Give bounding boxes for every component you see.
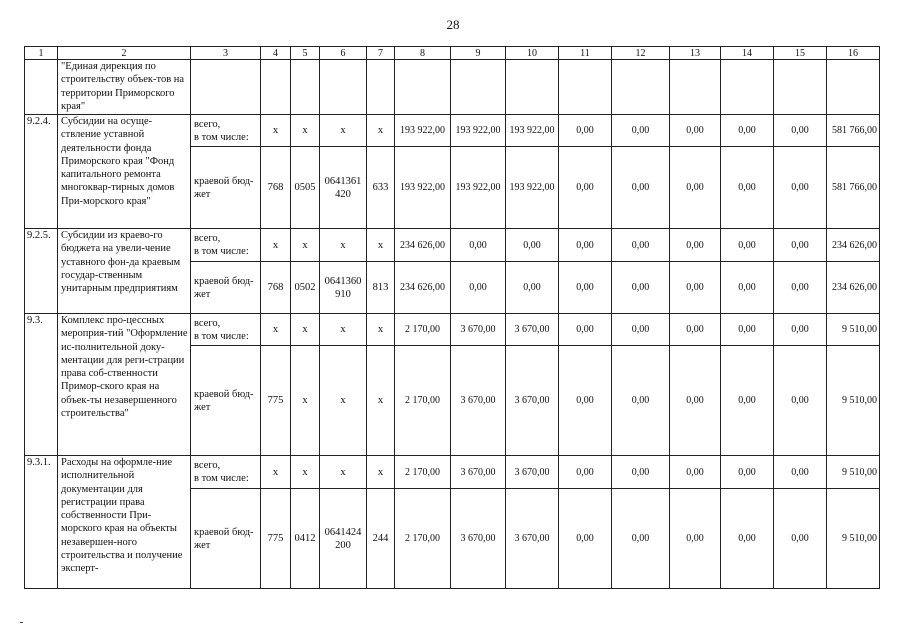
- empty-cell: [25, 60, 58, 115]
- amount-cell: 2 170,00: [395, 489, 451, 589]
- column-header: 1: [25, 47, 58, 60]
- target-article-cell: х: [320, 456, 367, 489]
- amount-cell: 0,00: [774, 147, 827, 229]
- ministry-code-cell: х: [261, 229, 291, 262]
- column-header: 2: [58, 47, 191, 60]
- amount-cell: 0,00: [451, 229, 506, 262]
- row-code: 9.2.4.: [25, 115, 58, 229]
- table-row: [25, 314, 880, 346]
- expense-type-cell: 813: [367, 262, 395, 314]
- amount-cell: 193 922,00: [395, 115, 451, 147]
- page-number: 28: [446, 17, 460, 32]
- expense-type-cell: х: [367, 346, 395, 456]
- target-article-cell: 0641360 910: [320, 262, 367, 314]
- amount-cell: 0,00: [774, 346, 827, 456]
- funding-source: краевой бюд- жет: [191, 147, 261, 229]
- target-article-cell: х: [320, 229, 367, 262]
- section-code-cell: 0412: [291, 489, 320, 589]
- amount-cell: 3 670,00: [451, 456, 506, 489]
- amount-cell: 3 670,00: [451, 489, 506, 589]
- column-number-row: [25, 47, 880, 60]
- ministry-code-cell: 775: [261, 346, 291, 456]
- column-header: 13: [670, 47, 721, 60]
- amount-cell: 0,00: [721, 147, 774, 229]
- empty-cell: [721, 60, 774, 115]
- amount-cell: 0,00: [721, 456, 774, 489]
- amount-cell: 0,00: [721, 262, 774, 314]
- amount-cell: 0,00: [506, 229, 559, 262]
- column-header: 11: [559, 47, 612, 60]
- empty-cell: [827, 60, 880, 115]
- amount-cell: 0,00: [670, 229, 721, 262]
- amount-cell: 0,00: [670, 262, 721, 314]
- target-article-cell: х: [320, 346, 367, 456]
- amount-cell: 0,00: [559, 456, 612, 489]
- column-header: 7: [367, 47, 395, 60]
- ministry-code-cell: х: [261, 314, 291, 346]
- funding-source: краевой бюд- жет: [191, 346, 261, 456]
- total-cell: 581 766,00: [827, 147, 880, 229]
- section-code-cell: х: [291, 115, 320, 147]
- amount-cell: 0,00: [559, 346, 612, 456]
- funding-source: краевой бюд- жет: [191, 262, 261, 314]
- row-code: 9.3.: [25, 314, 58, 456]
- section-code-cell: х: [291, 229, 320, 262]
- amount-cell: 0,00: [721, 314, 774, 346]
- ministry-code-cell: х: [261, 456, 291, 489]
- amount-cell: 0,00: [506, 262, 559, 314]
- amount-cell: 0,00: [721, 346, 774, 456]
- empty-cell: [451, 60, 506, 115]
- column-header: 14: [721, 47, 774, 60]
- column-header: 8: [395, 47, 451, 60]
- amount-cell: 0,00: [612, 314, 670, 346]
- amount-cell: 3 670,00: [451, 346, 506, 456]
- row-code: 9.2.5.: [25, 229, 58, 314]
- amount-cell: 0,00: [721, 489, 774, 589]
- amount-cell: 234 626,00: [395, 262, 451, 314]
- empty-cell: [261, 60, 291, 115]
- amount-cell: 0,00: [670, 147, 721, 229]
- amount-cell: 0,00: [670, 489, 721, 589]
- funding-source: всего, в том числе:: [191, 229, 261, 262]
- amount-cell: 0,00: [612, 346, 670, 456]
- amount-cell: 193 922,00: [451, 147, 506, 229]
- amount-cell: 0,00: [774, 262, 827, 314]
- amount-cell: 193 922,00: [506, 147, 559, 229]
- target-article-cell: 0641424 200: [320, 489, 367, 589]
- amount-cell: 0,00: [670, 314, 721, 346]
- target-article-cell: х: [320, 115, 367, 147]
- column-header: 9: [451, 47, 506, 60]
- target-article-cell: 0641361 420: [320, 147, 367, 229]
- amount-cell: 0,00: [612, 229, 670, 262]
- empty-cell: [774, 60, 827, 115]
- amount-cell: 0,00: [670, 456, 721, 489]
- budget-table: [24, 46, 880, 589]
- empty-cell: [367, 60, 395, 115]
- amount-cell: 234 626,00: [395, 229, 451, 262]
- total-cell: 581 766,00: [827, 115, 880, 147]
- row-description: Расходы на оформле-ние исполнительной документации для регистрации права собственности При-морского края на объекты незавершен-ного строительства и получение эксперт-: [58, 456, 191, 589]
- amount-cell: 0,00: [721, 229, 774, 262]
- funding-source: всего, в том числе:: [191, 314, 261, 346]
- amount-cell: 3 670,00: [506, 314, 559, 346]
- amount-cell: 0,00: [774, 229, 827, 262]
- table-row: [25, 456, 880, 489]
- amount-cell: 193 922,00: [451, 115, 506, 147]
- amount-cell: 0,00: [612, 456, 670, 489]
- amount-cell: 3 670,00: [451, 314, 506, 346]
- table-row: [25, 115, 880, 147]
- expense-type-cell: х: [367, 456, 395, 489]
- section-code-cell: х: [291, 346, 320, 456]
- amount-cell: 0,00: [612, 489, 670, 589]
- amount-cell: 2 170,00: [395, 314, 451, 346]
- amount-cell: 0,00: [774, 456, 827, 489]
- row-description: Субсидии на осуще-ствление уставной деятельности фонда Приморского края "Фонд капитального ремонта многоквар-тирных домов При-морского края": [58, 115, 191, 229]
- total-cell: 9 510,00: [827, 456, 880, 489]
- amount-cell: 0,00: [559, 147, 612, 229]
- column-header: 12: [612, 47, 670, 60]
- amount-cell: 2 170,00: [395, 456, 451, 489]
- empty-cell: [670, 60, 721, 115]
- continuation-text: "Единая дирекция по строительству объек-тов на территории Приморского края": [58, 60, 191, 115]
- ministry-code-cell: х: [261, 115, 291, 147]
- amount-cell: 0,00: [451, 262, 506, 314]
- column-header: 16: [827, 47, 880, 60]
- empty-cell: [291, 60, 320, 115]
- amount-cell: 0,00: [559, 314, 612, 346]
- expense-type-cell: х: [367, 115, 395, 147]
- amount-cell: 0,00: [774, 314, 827, 346]
- section-code-cell: х: [291, 314, 320, 346]
- total-cell: 234 626,00: [827, 262, 880, 314]
- section-code-cell: х: [291, 456, 320, 489]
- column-header: 5: [291, 47, 320, 60]
- amount-cell: 0,00: [559, 229, 612, 262]
- target-article-cell: х: [320, 314, 367, 346]
- expense-type-cell: х: [367, 229, 395, 262]
- amount-cell: 0,00: [559, 115, 612, 147]
- amount-cell: 3 670,00: [506, 489, 559, 589]
- expense-type-cell: 633: [367, 147, 395, 229]
- column-header: 3: [191, 47, 261, 60]
- amount-cell: 0,00: [721, 115, 774, 147]
- ministry-code-cell: 768: [261, 262, 291, 314]
- expense-type-cell: 244: [367, 489, 395, 589]
- column-header: 15: [774, 47, 827, 60]
- ministry-code-cell: 775: [261, 489, 291, 589]
- amount-cell: 3 670,00: [506, 456, 559, 489]
- ministry-code-cell: 768: [261, 147, 291, 229]
- empty-cell: [320, 60, 367, 115]
- amount-cell: 0,00: [612, 115, 670, 147]
- funding-source: краевой бюд- жет: [191, 489, 261, 589]
- amount-cell: 0,00: [774, 489, 827, 589]
- total-cell: 9 510,00: [827, 346, 880, 456]
- amount-cell: 0,00: [774, 115, 827, 147]
- empty-cell: [395, 60, 451, 115]
- row-description: Субсидии из краево-го бюджета на увели-чение уставного фон-да краевым государ-ственным унитарным предприятиям: [58, 229, 191, 314]
- total-cell: 9 510,00: [827, 489, 880, 589]
- amount-cell: 0,00: [670, 115, 721, 147]
- empty-cell: [612, 60, 670, 115]
- table-row: [25, 229, 880, 262]
- column-header: 4: [261, 47, 291, 60]
- section-code-cell: 0502: [291, 262, 320, 314]
- amount-cell: 2 170,00: [395, 346, 451, 456]
- amount-cell: 0,00: [670, 346, 721, 456]
- continuation-row: [25, 60, 880, 115]
- expense-type-cell: х: [367, 314, 395, 346]
- amount-cell: 0,00: [559, 489, 612, 589]
- amount-cell: 0,00: [612, 262, 670, 314]
- column-header: 6: [320, 47, 367, 60]
- funding-source: всего, в том числе:: [191, 456, 261, 489]
- empty-cell: [559, 60, 612, 115]
- amount-cell: 193 922,00: [506, 115, 559, 147]
- column-header: 10: [506, 47, 559, 60]
- row-code: 9.3.1.: [25, 456, 58, 589]
- amount-cell: 0,00: [559, 262, 612, 314]
- total-cell: 234 626,00: [827, 229, 880, 262]
- section-code-cell: 0505: [291, 147, 320, 229]
- funding-source: всего, в том числе:: [191, 115, 261, 147]
- total-cell: 9 510,00: [827, 314, 880, 346]
- empty-cell: [191, 60, 261, 115]
- amount-cell: 193 922,00: [395, 147, 451, 229]
- scan-mark: [20, 622, 23, 623]
- row-description: Комплекс про-цессных мероприя-тий "Оформление ис-полнительной доку-ментации для реги-страции права соб-ственности Примор-ского края на объек-ты незавершенного строительства": [58, 314, 191, 456]
- amount-cell: 3 670,00: [506, 346, 559, 456]
- amount-cell: 0,00: [612, 147, 670, 229]
- empty-cell: [506, 60, 559, 115]
